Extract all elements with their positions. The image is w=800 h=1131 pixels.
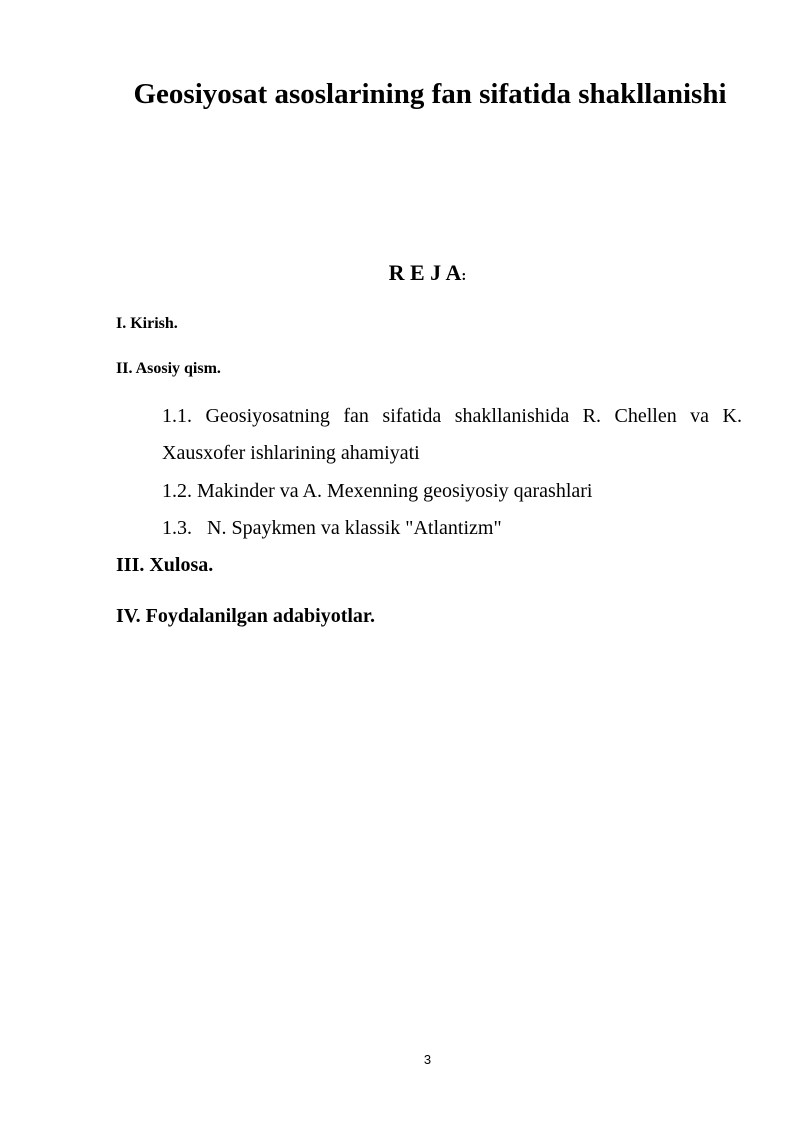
section-conclusion: III. Xulosa. xyxy=(116,554,214,576)
subitem-1-1: 1.1. Geosiyosatning fan sifatida shakllanishida R. Chellen va K. Xausxofer ishlarining ahamiyati xyxy=(162,405,742,464)
page-number: 3 xyxy=(423,1052,432,1067)
plan-heading-text: R E J A xyxy=(388,260,462,285)
subitem-1-3: 1.3. N. Spaykmen va klassik "Atlantizm" xyxy=(162,517,502,539)
plan-heading xyxy=(0,258,800,291)
section-main-part: II. Asosiy qism. xyxy=(116,360,221,377)
section-references: IV. Foydalanilgan adabiyotlar. xyxy=(116,605,375,627)
subitem-1-2: 1.2. Makinder va A. Mexenning geosiyosiy qarashlari xyxy=(162,480,593,502)
document-title: Geosiyosat asoslarining fan sifatida shakllanishi xyxy=(133,78,727,110)
plan-heading-colon: : xyxy=(461,268,467,284)
section-introduction: I. Kirish. xyxy=(116,315,178,332)
